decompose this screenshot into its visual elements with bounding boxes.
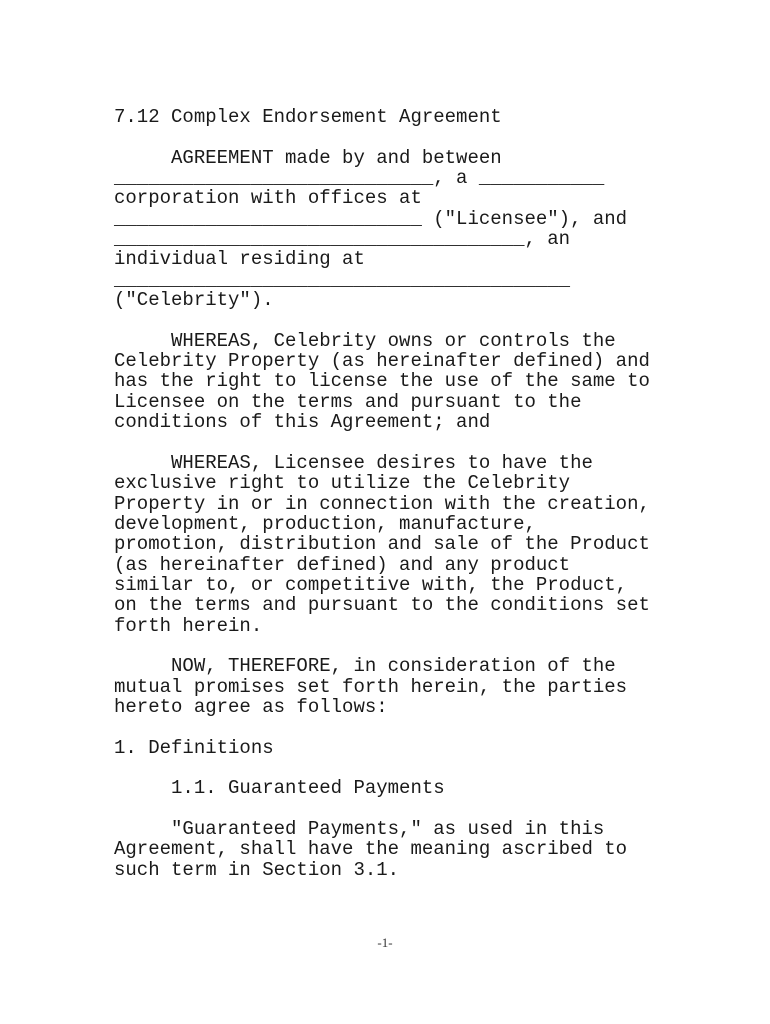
whereas-licensee-line: on the terms and pursuant to the conditions set <box>114 594 650 617</box>
section-heading-definitions: 1. Definitions <box>114 736 274 759</box>
now-therefore-line: hereto agree as follows: <box>114 695 388 718</box>
parties-paragraph-line: individual residing at <box>114 248 365 271</box>
blank-line <box>114 717 650 737</box>
blank-line <box>114 433 650 453</box>
whereas-licensee-line: promotion, distribution and sale of the Product <box>114 533 650 556</box>
whereas-licensee-line: similar to, or competitive with, the Product, <box>114 573 628 596</box>
whereas-celebrity-line: Celebrity Property (as hereinafter defined) and <box>114 350 650 373</box>
now-therefore-line: NOW, THEREFORE, in consideration of the <box>114 655 616 678</box>
whereas-licensee-line: WHEREAS, Licensee desires to have the <box>114 451 593 474</box>
parties-paragraph-line: corporation with offices at <box>114 187 422 210</box>
whereas-celebrity-line: Licensee on the terms and pursuant to the <box>114 390 582 413</box>
licensee-name-blank-line: ____________________________, a ___________ <box>114 167 605 190</box>
blank-line <box>114 636 650 656</box>
definition-paragraph-line: "Guaranteed Payments," as used in this <box>114 818 605 841</box>
whereas-licensee-line: forth herein. <box>114 614 263 637</box>
whereas-celebrity-line: has the right to license the use of the same to <box>114 370 650 393</box>
celebrity-name-blank-line: ____________________________________, an <box>114 228 571 251</box>
whereas-licensee-line: development, production, manufacture, <box>114 512 536 535</box>
document-title: 7.12 Complex Endorsement Agreement <box>114 106 502 128</box>
definition-paragraph-line: such term in Section 3.1. <box>114 858 400 881</box>
whereas-celebrity-line: conditions of this Agreement; and <box>114 411 491 434</box>
page-number: -1- <box>377 935 393 950</box>
whereas-celebrity-line: WHEREAS, Celebrity owns or controls the <box>114 329 616 352</box>
whereas-licensee-line: exclusive right to utilize the Celebrity <box>114 472 571 495</box>
whereas-licensee-line: (as hereinafter defined) and any product <box>114 553 571 576</box>
blank-line <box>114 127 650 147</box>
blank-line <box>114 310 650 330</box>
celebrity-address-blank-line: ________________________________________ <box>114 268 571 291</box>
now-therefore-line: mutual promises set forth herein, the parties <box>114 675 628 698</box>
definition-paragraph-line: Agreement, shall have the meaning ascribed to <box>114 838 628 861</box>
whereas-licensee-line: Property in or in connection with the creation, <box>114 492 650 515</box>
parties-paragraph-line: AGREEMENT made by and between <box>114 146 502 169</box>
document-body <box>114 107 650 880</box>
subsection-heading-guaranteed-payments: 1.1. Guaranteed Payments <box>114 777 445 800</box>
blank-line <box>114 758 650 778</box>
parties-paragraph-line: ("Celebrity"). <box>114 289 274 312</box>
blank-line <box>114 799 650 819</box>
licensee-address-blank-line: ___________________________ ("Licensee"), and <box>114 207 628 230</box>
